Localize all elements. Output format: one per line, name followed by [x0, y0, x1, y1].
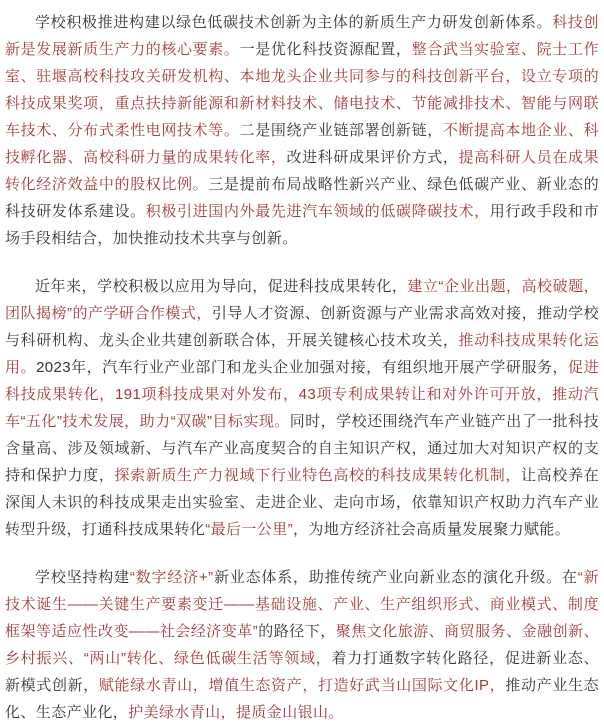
text-run: 赋能绿水青山，增值生态资产，打造好武当山国际文化IP，: [98, 677, 506, 694]
text-run: 促进科技成果转化，191项科技成果对外发布，43项专利成果转让和对外许可开放，推动汽车“五化”技术发展，助力“双碳”目标实现。: [5, 359, 599, 430]
text-run: 推动产业生态化、生态产业化，: [5, 677, 600, 721]
text-run: “最后一公里”: [205, 521, 293, 538]
text-run: 提高科研人员在成果转化经济效益中的股权比例。: [5, 149, 599, 193]
text-run: 不断提高本地企业、科技孵化器、高校科研力量的成果转化率，: [5, 122, 599, 166]
text-run: ，为地方经济社会高质量发展聚力赋能。: [293, 521, 571, 538]
text-run: 着力打通数字转化路径，促进新业态、新模式创新，: [5, 650, 599, 694]
text-run: 积极引进国内外最先进汽车领域的低碳降碳技术，: [145, 203, 490, 220]
text-run: 学校坚持构建: [35, 569, 130, 586]
text-run: 同时，学校还围绕汽车产业链产出了一批科技含量高、涉及领域新、与汽车产业高度契合的自主知识产权，通过加大对知识产权的支持和保护力度，: [5, 413, 599, 484]
text-run: “数字经济+”: [129, 569, 214, 586]
text-run: 近年来，学校积极以应用为导向，促进科技成果转化，: [35, 278, 408, 295]
text-run: 2023年，汽车行业产业部门和龙头企业加强对接，有组织地开展产学研服务，: [36, 359, 569, 376]
text-run: 整合武当实验室、院士工作室、驻堰高校科技攻关研发机构、本地龙头企业共同参与的科技创新平台，设立专项的科技成果奖项，重点扶持新能源和新材料技术、储电技术、节能减排技术、智能与网联车技术、分布式柔性电网技术等。: [5, 41, 599, 139]
text-run: 改进科研成果评价方式，: [286, 149, 459, 166]
text-run: 三是提前布局战略性新兴产业、绿色低碳产业、新业态的科技研发体系建设。: [5, 176, 599, 220]
paragraph: [5, 9, 599, 252]
text-run: 一是优化科技资源配置，: [239, 41, 412, 58]
text-run: “新技术诞生——关键生产要素变迁——基础设施、产业、生产组织形式、商业模式、制度框架等适应性改变——社会经济变革”: [5, 569, 599, 640]
text-run: 让高校养在深闺人未识的科技成果走出实验室、走进企业、走向市场，依靠知识产权助力汽车产业转型升级，打通科技成果转化: [5, 467, 599, 538]
paragraph: [5, 564, 599, 726]
text-run: 科技创新是发展新质生产力的核心要素。: [5, 14, 599, 58]
text-run: 建立“企业出题，高校破题，团队揭榜”的产学研合作模式，: [5, 278, 599, 322]
text-run: 新业态体系，助推传统产业向新业态的演化升级。在: [213, 569, 578, 586]
paragraph: [5, 273, 599, 543]
text-run: 推动科技成果转化运用。: [5, 332, 599, 376]
text-run: 护美绿水青山，提质金山银山。: [128, 704, 344, 721]
text-run: 二是围绕产业链部署创新链，: [239, 122, 443, 139]
text-run: 学校积极推进构建以绿色低碳技术创新为主体的新质生产力研发创新体系。: [35, 14, 553, 31]
text-run: 的路径下，: [258, 623, 336, 640]
text-run: 聚焦文化旅游、商贸服务、金融创新、乡村振兴、“两山”转化、绿色低碳生活等领域，: [5, 623, 599, 667]
text-run: 探索新质生产力视域下行业特色高校的科技成果转化机制，: [114, 467, 522, 484]
text-run: 引导人才资源、创新资源与产业需求高效对接，推动学校与科研机构、龙头企业共建创新联合体，开展关键核心技术攻关，: [5, 305, 599, 349]
text-run: 用行政手段和市场手段相结合，加快推动技术共享与创新。: [5, 203, 599, 247]
